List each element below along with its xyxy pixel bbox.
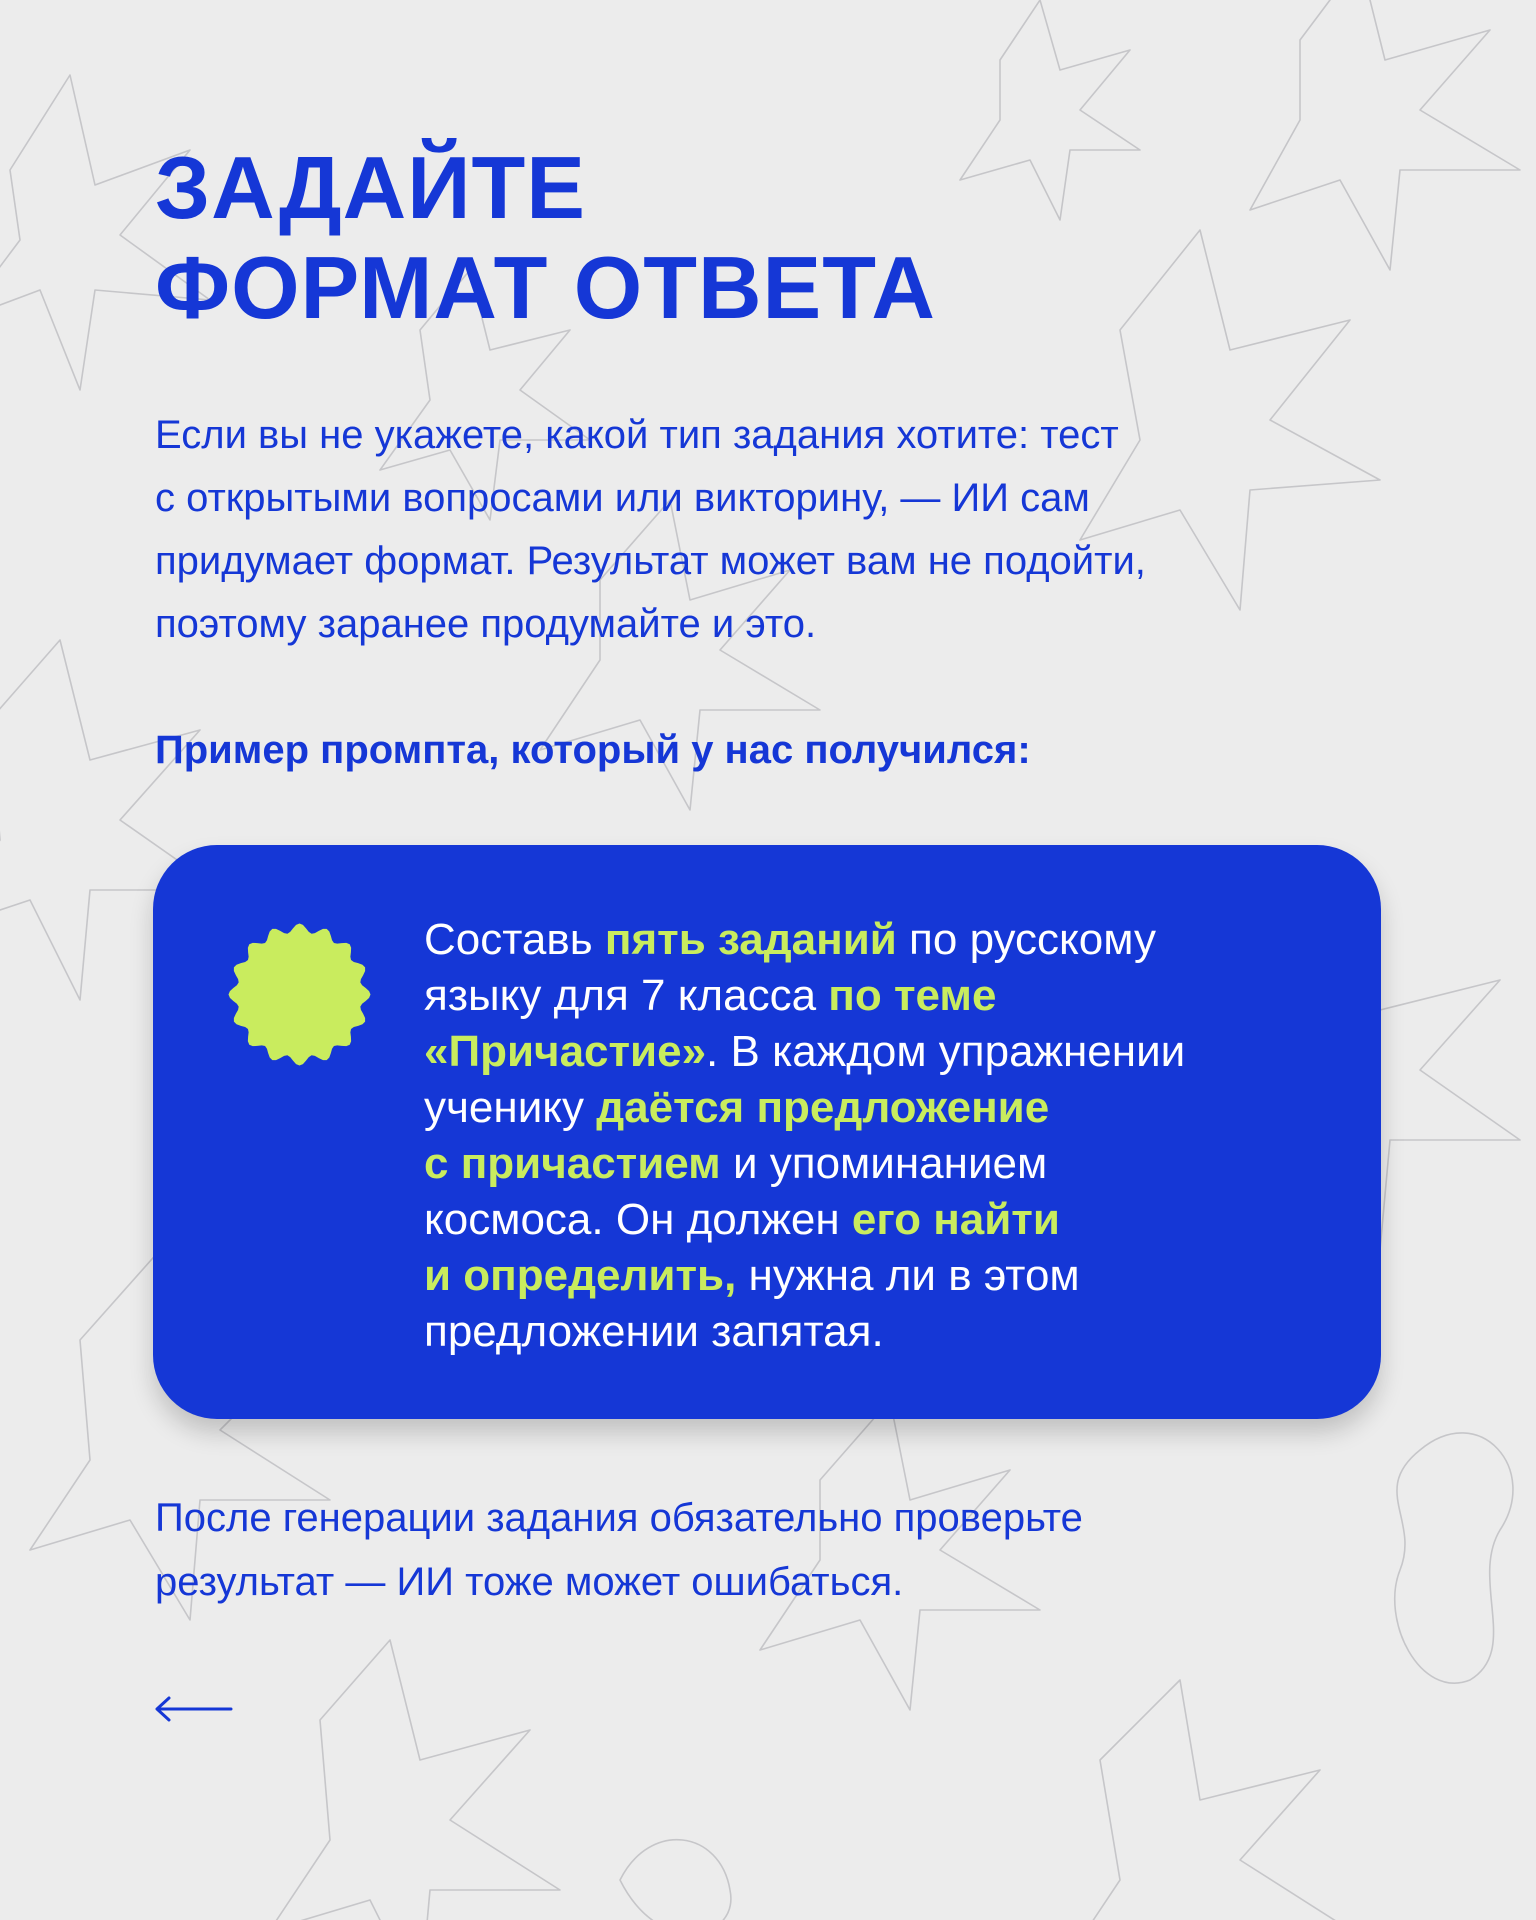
prompt-highlight: и определить, [424,1251,737,1300]
prompt-segment: ученику [424,1083,597,1132]
outro-paragraph [155,1486,1083,1614]
intro-line: с открытыми вопросами или викторину, — ИИ сам [155,476,1090,520]
intro-line: придумает формат. Результат может вам не подойти, [155,539,1146,583]
arrow-left-icon[interactable] [153,1694,233,1724]
prompt-line [424,1136,1185,1192]
prompt-segment: предложении запятая. [424,1307,884,1356]
prompt-highlight: «Причастие» [424,1027,707,1076]
example-label: Пример промпта, который у нас получился: [155,728,1031,772]
prompt-highlight: по теме [828,971,997,1020]
prompt-line [424,1024,1185,1080]
page-title [155,138,936,338]
prompt-segment: космоса. Он должен [424,1195,852,1244]
prompt-highlight: его найти [851,1195,1060,1244]
outro-line: результат — ИИ тоже может ошибаться. [155,1560,904,1604]
prompt-segment: нужна ли в этом [736,1251,1080,1300]
prompt-line [424,1304,1185,1360]
prompt-highlight: даётся предложение [596,1083,1050,1132]
intro-line: Если вы не укажете, какой тип задания хотите: тест [155,413,1119,457]
page-title-line-1: ЗАДАЙТЕ [155,138,586,237]
prompt-segment: Составь [424,915,605,964]
prompt-line [424,1080,1185,1136]
wavy-star-badge-icon [227,922,372,1067]
intro-line: поэтому заранее продумайте и это. [155,602,817,646]
page-title-line-2: ФОРМАТ ОТВЕТА [155,238,936,337]
prompt-highlight: с причастием [424,1139,721,1188]
prompt-segment: и упоминанием [720,1139,1048,1188]
prompt-segment: по русскому [896,915,1157,964]
prompt-highlight: пять заданий [604,915,897,964]
prompt-text [424,912,1185,1360]
intro-paragraph [155,404,1385,656]
prompt-segment: . В каждом упражнении [706,1027,1186,1076]
prompt-line [424,912,1185,968]
prompt-line [424,1248,1185,1304]
outro-line: После генерации задания обязательно проверьте [155,1496,1083,1540]
prompt-segment: языку для 7 класса [424,971,829,1020]
prompt-line [424,968,1185,1024]
prompt-line [424,1192,1185,1248]
